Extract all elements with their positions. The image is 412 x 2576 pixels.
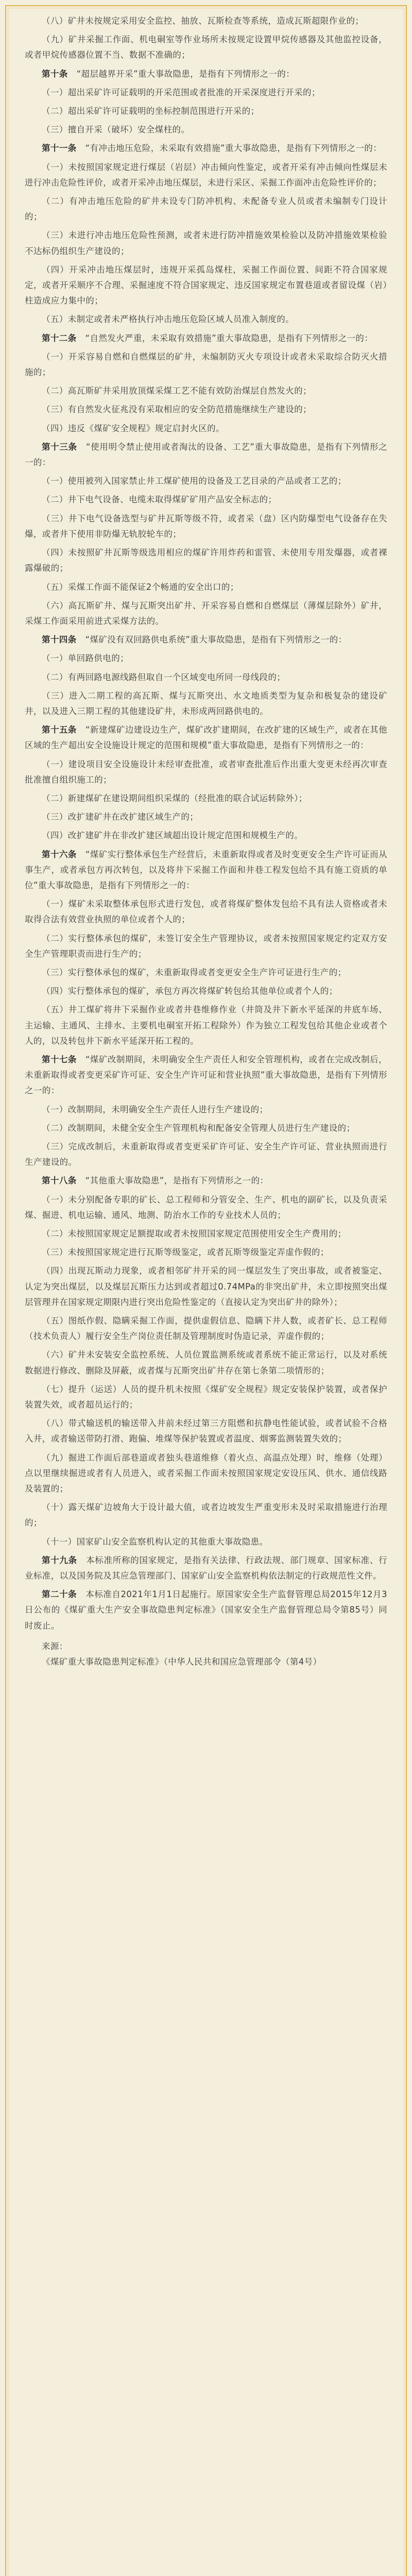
article-paragraph <box>25 331 387 346</box>
clause-paragraph <box>25 492 387 507</box>
clause-paragraph <box>25 651 387 666</box>
clause-paragraph <box>25 421 387 436</box>
paragraph-text: （一）建设项目安全设施设计未经审查批准，或者审查批准后作出重大变更未经再次审查批准擅自组织施工的； <box>25 759 387 785</box>
clause-paragraph <box>25 1534 387 1550</box>
clause-paragraph <box>25 791 387 806</box>
paragraph-text: （六）高瓦斯矿井、煤与瓦斯突出矿井、开采容易自燃和自燃煤层（薄煤层除外）矿井，采煤工作面采用前进式采煤方法的。 <box>25 600 387 626</box>
article-number: 第十七条 <box>42 1054 77 1064</box>
clause-paragraph <box>25 1263 387 1310</box>
source-citation <box>25 1639 387 1670</box>
article-number: 第二十条 <box>42 1589 77 1600</box>
clause-paragraph <box>25 160 387 191</box>
clause-paragraph <box>25 194 387 225</box>
document-body <box>11 13 401 1670</box>
article-paragraph <box>25 847 387 894</box>
source-label: 来源： <box>42 1641 68 1651</box>
paragraph-text: （五）井工煤矿将井下采掘作业或者井巷维修作业（井筒及井下新水平延深的井底车场、主运输、主通风、主排水、主要机电硐室开拓工程除外）作为独立工程发包给其他企业或者个人的，以及转包井下新水平延深开拓工程的。 <box>25 1005 387 1046</box>
article-number: 第十一条 <box>42 143 77 154</box>
clause-paragraph <box>25 85 387 100</box>
clause-paragraph <box>25 1416 387 1447</box>
clause-paragraph <box>25 1245 387 1260</box>
paragraph-text: “煤矿没有双回路供电系统”重大事故隐患，是指有下列情形之一的： <box>85 635 347 645</box>
clause-paragraph <box>25 511 387 542</box>
paragraph-text: “自然发火严重，未采取有效措施”重大事故隐患，是指有下列情形之一的： <box>85 333 373 343</box>
paragraph-text: （二）新建煤矿在建设期间组织采煤的（经批准的联合试运转除外）； <box>42 793 307 803</box>
paragraph-text: （九）掘进工作面后部巷道或者独头巷道维修（着火点、高温点处理）时，维修（处理）点以里继续掘进或者有人员进入，或者采掘工作面未按照国家规定安设压风、供水、通信线路及装置的； <box>25 1452 387 1494</box>
article-number: 第十四条 <box>42 635 77 645</box>
clause-paragraph <box>25 1102 387 1117</box>
paragraph-text: （二）实行整体承包的煤矿，未签订安全生产管理协议，或者未按照国家规定约定双方安全生产管理职责而进行生产的； <box>25 933 387 959</box>
article-paragraph <box>25 1052 387 1099</box>
paragraph-text: （三）进入二期工程的高瓦斯、煤与瓦斯突出、水文地质类型为复杂和极复杂的建设矿井，以及进入三期工程的其他建设矿井，未形成两回路供电的。 <box>25 690 387 716</box>
paragraph-text: 本标准自2021年1月1日起施行。原国家安全生产监督管理总局2015年12月3日公布的《煤矿重大生产安全事故隐患判定标准》（国家安全生产监督管理总局令第85号）同时废止。 <box>25 1589 387 1631</box>
paragraph-text: （一）超出采矿许可证载明的开采范围或者批准的开采深度进行开采的； <box>42 87 320 97</box>
clause-paragraph <box>25 473 387 489</box>
article-number: 第十五条 <box>42 725 77 735</box>
article-paragraph <box>25 1553 387 1584</box>
clause-paragraph <box>25 580 387 595</box>
clause-paragraph <box>25 349 387 380</box>
article-paragraph <box>25 439 387 470</box>
paragraph-text: （七）提升（运送）人员的提升机未按照《煤矿安全规程》规定安装保护装置，或者保护装置失效，或者超员运行的； <box>25 1384 387 1410</box>
article-number: 第十八条 <box>42 1176 77 1186</box>
paragraph-text: “其他重大事故隐患”，是指有下列情形之一的： <box>85 1176 269 1186</box>
paragraph-text: （三）实行整体承包的煤矿，未重新取得或者变更安全生产许可证进行生产的； <box>42 967 347 977</box>
article-paragraph <box>25 1173 387 1189</box>
clause-paragraph <box>25 1226 387 1242</box>
paragraph-text: （一）未按照国家规定进行煤层（岩层）冲击倾向性鉴定，或者开采有冲击倾向性煤层未进行冲击危险性评价，或者开采冲击地压煤层，未进行采区、采掘工作面冲击危险性评价的； <box>25 162 387 188</box>
clause-paragraph <box>25 262 387 309</box>
clause-paragraph <box>25 402 387 417</box>
paragraph-text: （四）开采冲击地压煤层时，违规开采孤岛煤柱，采掘工作面位置、间距不符合国家规定，或者开采顺序不合理、采掘速度不符合国家规定、违反国家规定布置巷道或者留设煤（岩）柱造成应力集中的； <box>25 264 387 306</box>
paragraph-text: “煤矿改制期间，未明确安全生产责任人和安全管理机构，或者在完成改制后，未重新取得或者变更采矿许可证、安全生产许可证和营业执照”重大事故隐患，是指有下列情形之一的： <box>25 1054 387 1096</box>
clause-paragraph <box>25 104 387 119</box>
article-paragraph <box>25 66 387 82</box>
clause-paragraph <box>25 1382 387 1413</box>
clause-paragraph <box>25 809 387 825</box>
article-paragraph <box>25 1587 387 1634</box>
paragraph-text: （五）未制定或者未严格执行冲击地压危险区域人员准入制度的。 <box>42 314 295 325</box>
clause-paragraph <box>25 1313 387 1344</box>
paragraph-text: （三）完成改制后，未重新取得或者变更采矿许可证、安全生产许可证、营业执照而进行生产建设的。 <box>25 1142 387 1167</box>
paragraph-text: （四）未按照矿井瓦斯等级选用相应的煤矿许用炸药和雷管、未使用专用发爆器，或者裸露爆破的； <box>25 548 387 573</box>
clause-paragraph <box>25 896 387 927</box>
clause-paragraph <box>25 1121 387 1136</box>
clause-paragraph <box>25 545 387 576</box>
article-paragraph <box>25 722 387 753</box>
clause-paragraph <box>25 1450 387 1497</box>
paragraph-text: （八）带式输送机的输送带入井前未经过第三方阻燃和抗静电性能试验，或者试验不合格入井，或者输送带防打滑、跑偏、堆煤等保护装置或者温度、烟雾监测装置失效的； <box>25 1418 387 1444</box>
paragraph-text: （二）改制期间，未健全安全生产管理机构和配备安全管理人员进行生产建设的； <box>42 1123 355 1133</box>
paragraph-text: （二）井下电气设备、电缆未取得煤矿矿用产品安全标志的； <box>42 495 277 505</box>
article-paragraph <box>25 632 387 648</box>
paragraph-text: （三）有自然发火征兆没有采取相应的安全防范措施继续生产建设的； <box>42 404 312 415</box>
paragraph-text: （一）开采容易自燃和自燃煤层的矿井，未编制防灭火专项设计或者未采取综合防灭火措施的； <box>25 351 387 378</box>
paragraph-text: （三）改扩建矿井在改扩建区域生产的； <box>42 812 199 822</box>
paragraph-text: （十一）国家矿山安全监察机构认定的其他重大事故隐患。 <box>42 1536 268 1547</box>
paragraph-text: （二）有两回路电源线路但取自一个区域变电所同一母线段的； <box>42 672 286 682</box>
paragraph-text: （九）矿井采掘工作面、机电硐室等作业场所未按规定设置甲烷传感器及其他监控设备，或者甲烷传感器位置不当、数据不准确的； <box>25 35 387 60</box>
paragraph-text: （一）未分别配备专职的矿长、总工程师和分管安全、生产、机电的副矿长，以及负责采煤、掘进、机电运输、通风、地测、防治水工作的专业技术人员的； <box>25 1194 387 1220</box>
paragraph-text: （一）单回路供电的； <box>42 653 129 664</box>
paragraph-text: （四）实行整体承包的煤矿，承包方再次将煤矿转包给其他单位或者个人的； <box>42 986 338 996</box>
clause-paragraph <box>25 670 387 685</box>
clause-paragraph <box>25 598 387 629</box>
paragraph-text: （一）改制期间，未明确安全生产责任人进行生产建设的； <box>42 1104 268 1114</box>
paragraph-text: 本标准所称的国家规定，是指有关法律、行政法规、部门规章、国家标准、行业标准，以及国务院及其应急管理部门、国家矿山安全监察机构依法制定的行政规范性文件。 <box>25 1555 387 1581</box>
clause-paragraph <box>25 984 387 999</box>
paragraph-text: （二）有冲击地压危险的矿井未设专门防冲机构、未配备专业人员或者未编制专门设计的； <box>25 196 387 222</box>
paragraph-text: （三）未进行冲击地压危险性预测，或者未进行防冲措施效果检验以及防冲措施效果检验不达标仍组织生产建设的； <box>25 230 387 256</box>
paragraph-text: “有冲击地压危险，未采取有效措施”重大事故隐患，是指有下列情形之一的： <box>85 143 382 154</box>
clause-paragraph <box>25 13 387 29</box>
paragraph-text: （五）图纸作假、隐瞒采掘工作面，提供虚假信息、隐瞒下井人数，或者矿长、总工程师（技术负责人）履行安全生产岗位责任制及管理制度时伪造记录，弄虚作假的； <box>25 1316 387 1342</box>
paragraph-text: （五）采煤工作面不能保证2个畅通的安全出口的； <box>42 582 239 592</box>
paragraph-text: （一）使用被列入国家禁止井工煤矿使用的设备及工艺目录的产品或者工艺的； <box>42 476 347 486</box>
article-number: 第十九条 <box>42 1555 77 1565</box>
paragraph-text: “超层越界开采”重大事故隐患，是指有下列情形之一的： <box>76 69 295 79</box>
paragraph-text: （六）矿井未安装安全监控系统、人员位置监测系统或者系统不能正常运行，以及对系统数据进行修改、删除及屏蔽，或者煤与瓦斯突出矿井存在第七条第二项情形的； <box>25 1350 387 1376</box>
clause-paragraph <box>25 757 387 788</box>
paragraph-text: （四）改扩建矿井在非改扩建区域超出设计规定范围和规模生产的。 <box>42 831 303 841</box>
paragraph-text: （二）未按照国家规定足额提取或者未按照国家规定范围使用安全生产费用的； <box>42 1229 347 1239</box>
clause-paragraph <box>25 1192 387 1223</box>
article-paragraph <box>25 141 387 156</box>
clause-paragraph <box>25 688 387 719</box>
clause-paragraph <box>25 1500 387 1531</box>
paragraph-text: （三）擅自开采（破坏）安全煤柱的。 <box>42 125 190 135</box>
clause-paragraph <box>25 228 387 259</box>
paragraph-text: （三）未按照国家规定进行瓦斯等级鉴定，或者瓦斯等级鉴定弄虚作假的； <box>42 1247 329 1258</box>
article-number: 第十条 <box>42 69 68 79</box>
clause-paragraph <box>25 312 387 327</box>
paragraph-text: “使用明令禁止使用或者淘汰的设备、工艺”重大事故隐患，是指有下列情形之一的： <box>25 442 387 468</box>
clause-paragraph <box>25 1347 387 1378</box>
clause-paragraph <box>25 122 387 138</box>
clause-paragraph <box>25 32 387 63</box>
paragraph-text: （三）井下电气设备选型与矿井瓦斯等级不符，或者采（盘）区内防爆型电气设备存在失爆，或者井下使用非防爆无轨胶轮车的； <box>25 513 387 539</box>
paragraph-text: （八）矿井未按规定采用安全监控、抽放、瓦斯检查等系统，造成瓦斯超限作业的； <box>42 16 364 26</box>
paragraph-text: “新建煤矿边建设边生产，煤矿改扩建期间，在改扩建的区域生产，或者在其他区域的生产超出安全设施设计规定的范围和规模”重大事故隐患，是指有下列情形之一的： <box>25 725 387 751</box>
clause-paragraph <box>25 965 387 980</box>
clause-paragraph <box>25 1139 387 1170</box>
paragraph-text: （一）煤矿未采取整体承包形式进行发包，或者将煤矿整体发包给不具有法人资格或者未取得合法有效营业执照的单位或者个人的； <box>25 899 387 925</box>
paragraph-text: （四）出现瓦斯动力现象，或者相邻矿井开采的同一煤层发生了突出事故，或者被鉴定、认定为突出煤层，以及煤层瓦斯压力达到或者超过0.74MPa的非突出矿井，未立即按照突出煤层管理并在国家规定期限内进行突出危险性鉴定的（直接认定为突出矿井的除外）； <box>25 1266 387 1307</box>
paragraph-text: （二）高瓦斯矿井采用放顶煤采煤工艺不能有效防治煤层自然发火的； <box>42 386 312 396</box>
paragraph-text: （十）露天煤矿边坡角大于设计最大值，或者边坡发生严重变形未及时采取措施进行治理的； <box>25 1502 387 1528</box>
clause-paragraph <box>25 1002 387 1049</box>
source-title: 《煤矿重大事故隐患判定标准》（中华人民共和国应急管理部令（第4号） <box>42 1657 322 1667</box>
clause-paragraph <box>25 931 387 962</box>
clause-paragraph <box>25 828 387 843</box>
paragraph-text: （四）违反《煤矿安全规程》规定启封火区的。 <box>42 423 225 433</box>
paragraph-text: （二）超出采矿许可证载明的坐标控制范围进行开采的； <box>42 106 260 116</box>
article-number: 第十二条 <box>42 333 77 343</box>
paragraph-text: “煤矿实行整体承包生产经营后，未重新取得或者及时变更安全生产许可证而从事生产，或者承包方再次转包，以及将井下采掘工作面和井巷工程发包给不具有施工资质的单位”重大事故隐患，是指有下列情形之一的： <box>25 849 387 890</box>
article-number: 第十六条 <box>42 849 77 859</box>
clause-paragraph <box>25 383 387 399</box>
article-number: 第十三条 <box>42 442 77 452</box>
